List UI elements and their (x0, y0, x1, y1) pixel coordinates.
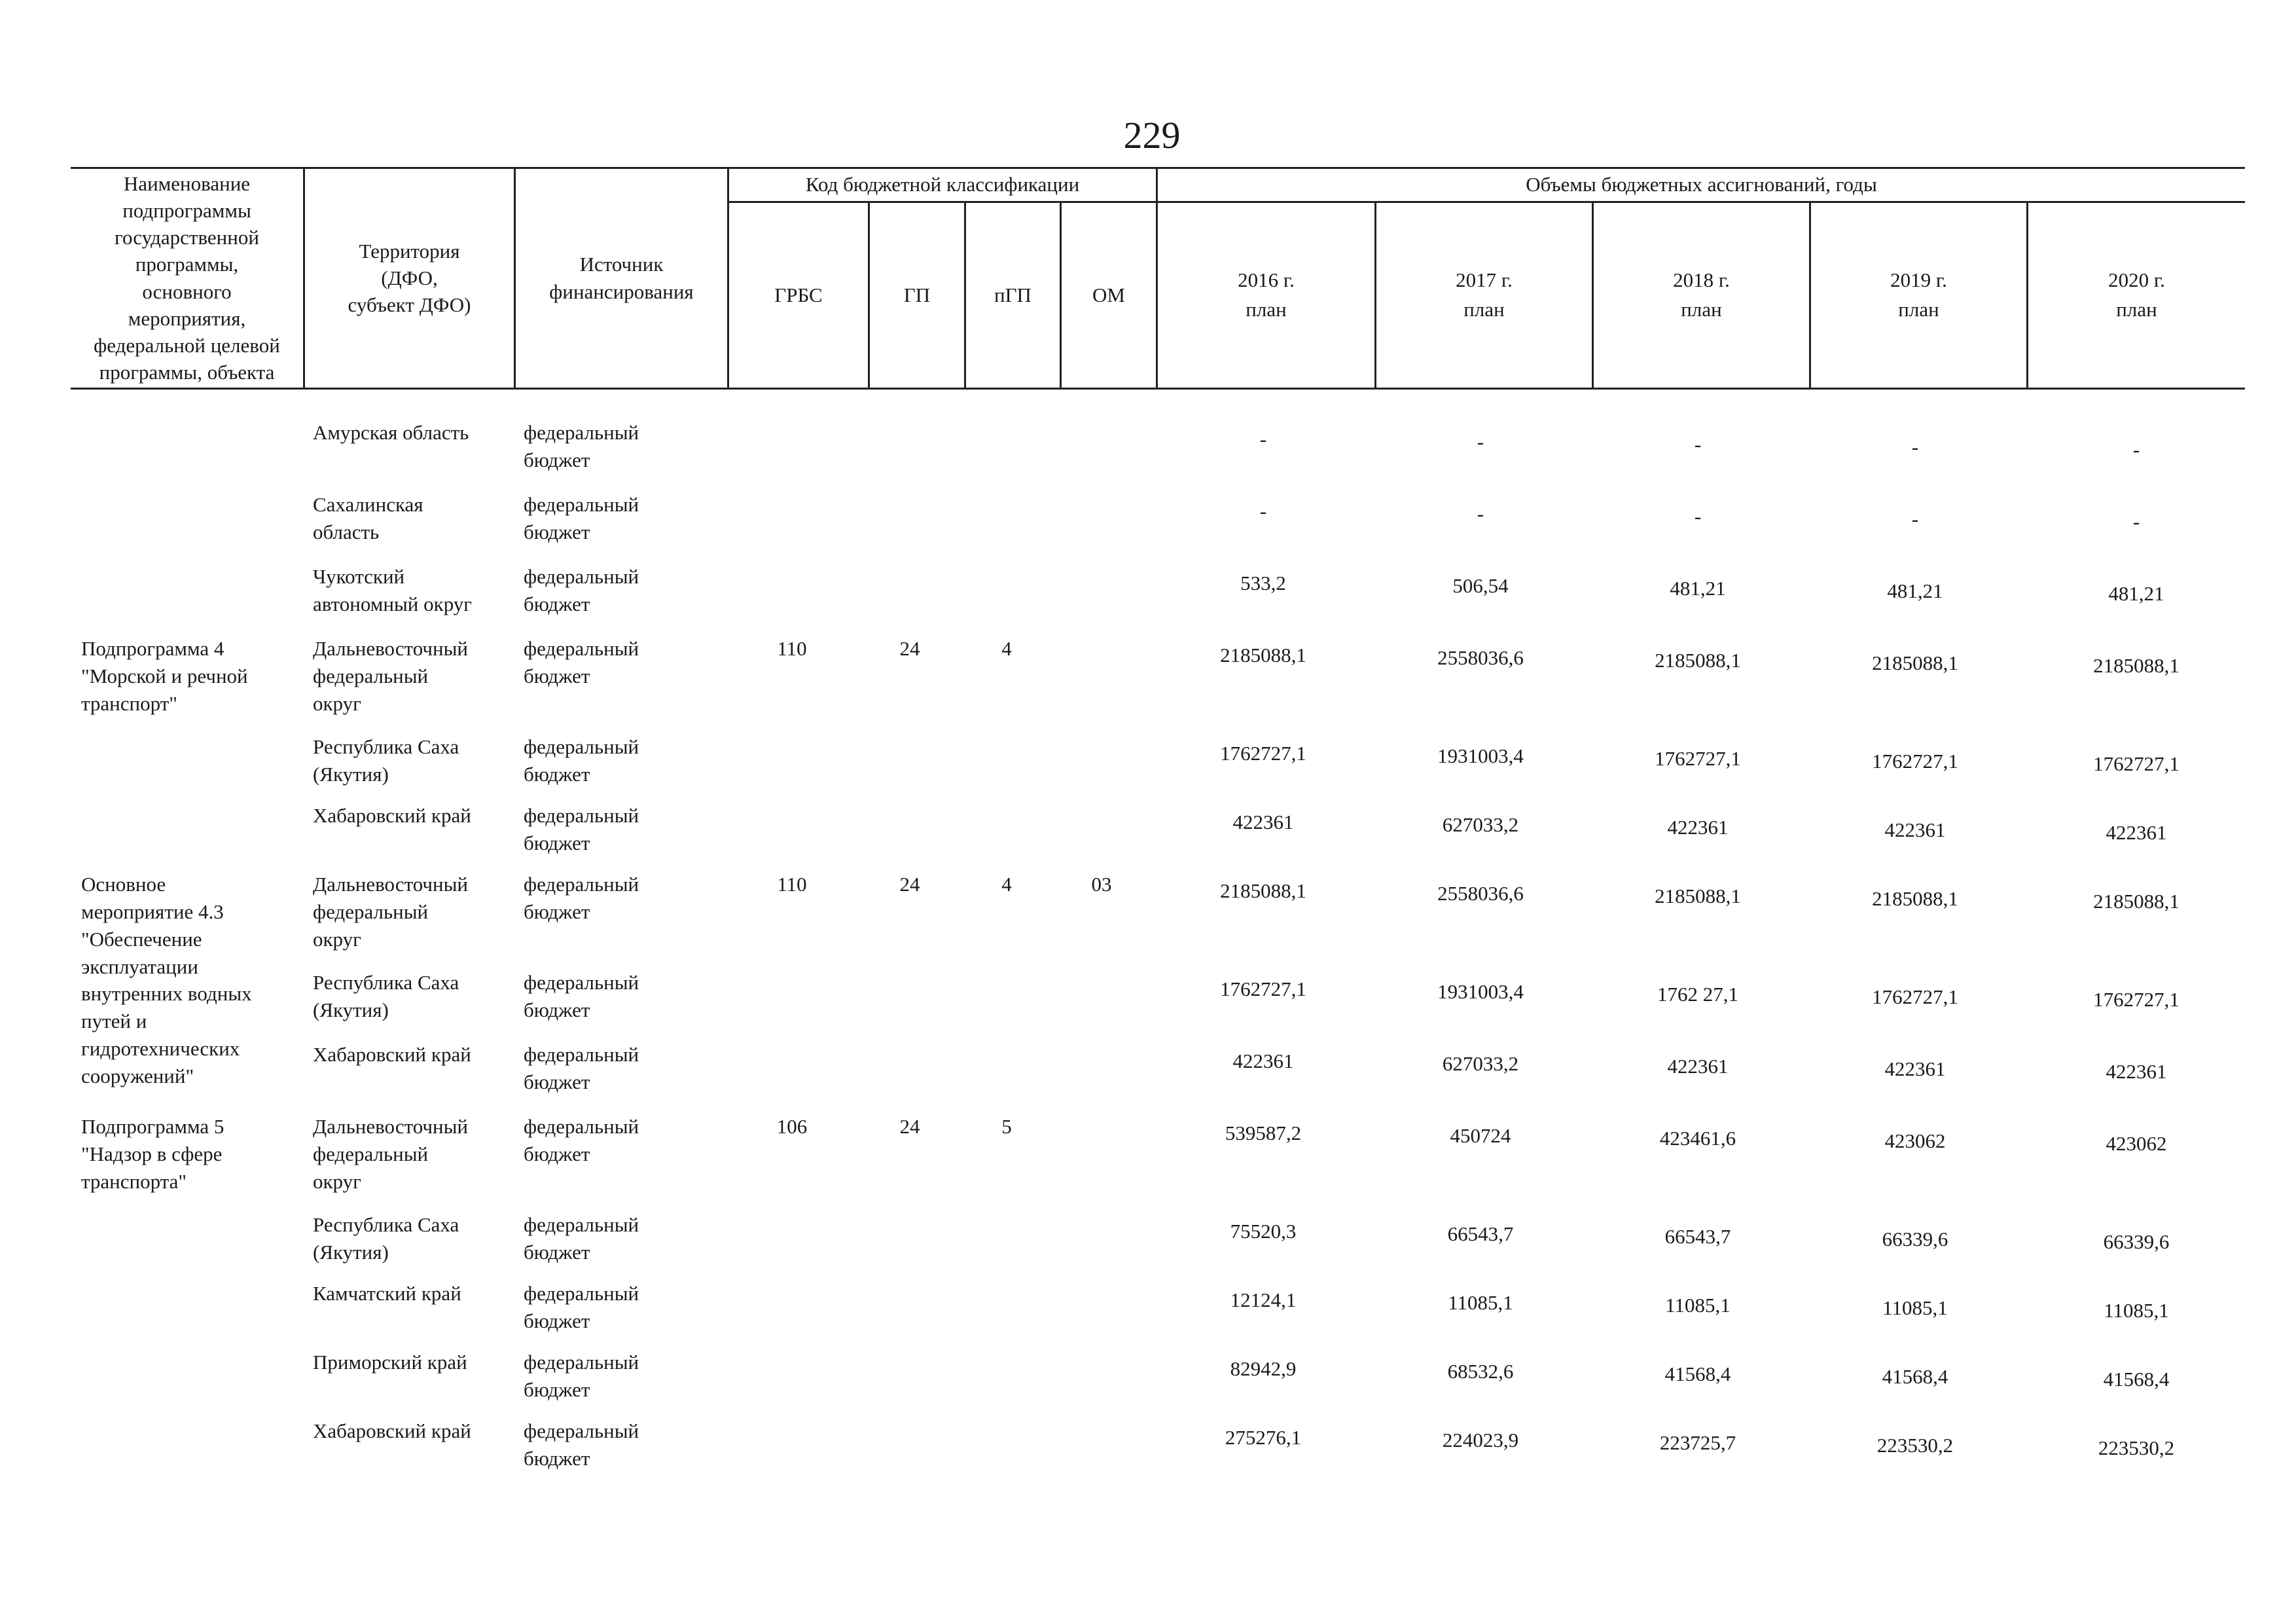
allocation-value-2020: 1762727,1 (2093, 988, 2179, 1011)
header-year-2019 (1811, 203, 2026, 388)
allocation-value-2017: 224023,9 (1442, 1429, 1519, 1451)
territory: Дальневосточный федеральный округ (313, 873, 469, 951)
allocation-value-2016: 82942,9 (1230, 1357, 1297, 1380)
year-label: 2018 г. (1673, 268, 1730, 292)
program-name: Подпрограмма 4 "Морской и речной транспорт" (81, 637, 248, 715)
header-om: ОМ (1092, 283, 1125, 307)
code-gp: 24 (899, 1115, 920, 1138)
header-budget-code-group: Код бюджетной классификации (805, 173, 1080, 196)
funding-source: федеральный бюджет (524, 1351, 639, 1401)
allocation-value-2020: 422361 (2106, 1060, 2167, 1083)
territory: Хабаровский край (313, 804, 471, 827)
header-allocations-group: Объемы бюджетных ассигнований, годы (1526, 173, 1877, 196)
allocation-value-2017: - (1477, 430, 1484, 453)
allocation-value-2018: 223725,7 (1659, 1431, 1736, 1454)
table-header (71, 167, 2245, 391)
header-year-2018 (1594, 203, 1809, 388)
allocation-value-2020: 2185088,1 (2093, 654, 2179, 677)
header-pgp: пГП (994, 283, 1031, 307)
funding-source: федеральный бюджет (524, 804, 639, 854)
header-name-column: Наименование подпрограммы государственной программы, основного мероприятия, федеральной целевой программы, объекта (94, 172, 280, 384)
code-grbs: 110 (777, 873, 807, 896)
allocation-value-2018: 66543,7 (1664, 1225, 1731, 1248)
allocation-value-2020: 423062 (2106, 1132, 2167, 1155)
allocation-value-2018: 1762727,1 (1655, 747, 1741, 770)
allocation-value-2016: 2185088,1 (1220, 644, 1306, 666)
year-label: 2019 г. (1890, 268, 1947, 292)
allocation-value-2019: 11085,1 (1882, 1296, 1948, 1319)
territory: Чукотский автономный округ (313, 565, 473, 615)
funding-source: федеральный бюджет (524, 971, 639, 1021)
allocation-value-2017: 2558036,6 (1437, 882, 1524, 905)
allocation-value-2019: 2185088,1 (1872, 651, 1958, 674)
allocation-value-2017: 66543,7 (1447, 1222, 1514, 1245)
funding-source: федеральный бюджет (524, 1419, 639, 1470)
allocation-value-2019: 66339,6 (1882, 1228, 1948, 1250)
funding-source: федеральный бюджет (524, 873, 639, 923)
funding-source: федеральный бюджет (524, 1115, 639, 1165)
year-kind: план (1246, 298, 1287, 321)
allocation-value-2019: 481,21 (1887, 579, 1943, 602)
allocation-value-2016: 75520,3 (1230, 1220, 1297, 1243)
allocation-value-2018: 2185088,1 (1655, 649, 1741, 672)
allocation-value-2020: 41568,4 (2103, 1368, 2170, 1391)
allocation-value-2017: 11085,1 (1448, 1291, 1513, 1314)
allocation-value-2020: 422361 (2106, 821, 2167, 844)
allocation-value-2020: 2185088,1 (2093, 890, 2179, 913)
allocation-value-2017: 627033,2 (1442, 813, 1519, 836)
funding-source: федеральный бюджет (524, 493, 639, 543)
header-territory-column: Территория (ДФО, субъект ДФО) (348, 239, 471, 317)
allocation-value-2019: 2185088,1 (1872, 887, 1958, 910)
allocation-value-2018: 11085,1 (1665, 1294, 1731, 1317)
code-pgp: 5 (1001, 1115, 1012, 1138)
funding-source: федеральный бюджет (524, 421, 639, 471)
funding-source: федеральный бюджет (524, 565, 639, 615)
allocation-value-2017: 506,54 (1452, 574, 1509, 597)
funding-source: федеральный бюджет (524, 1213, 639, 1264)
allocation-value-2016: 275276,1 (1225, 1426, 1302, 1449)
allocation-value-2018: 422361 (1667, 816, 1729, 839)
territory: Сахалинская область (313, 493, 423, 543)
territory: Амурская область (313, 421, 469, 444)
year-label: 2016 г. (1238, 268, 1295, 292)
territory: Хабаровский край (313, 1043, 471, 1066)
header-year-2020 (2028, 203, 2245, 388)
territory: Дальневосточный федеральный округ (313, 1115, 469, 1193)
allocation-value-2019: - (1911, 435, 1919, 458)
allocation-value-2020: - (2132, 510, 2140, 533)
allocation-value-2019: 223530,2 (1876, 1434, 1954, 1457)
year-kind: план (2116, 298, 2157, 321)
allocation-value-2019: 41568,4 (1882, 1365, 1948, 1388)
allocation-value-2020: 66339,6 (2103, 1230, 2170, 1253)
header-year-2017 (1376, 203, 1592, 388)
year-label: 2020 г. (2108, 268, 2165, 292)
allocation-value-2017: 2558036,6 (1437, 646, 1524, 669)
code-gp: 24 (899, 637, 920, 660)
year-label: 2017 г. (1456, 268, 1513, 292)
allocation-value-2018: 2185088,1 (1655, 884, 1741, 907)
year-kind: план (1681, 298, 1722, 321)
header-gp: ГП (903, 283, 931, 307)
code-grbs: 106 (776, 1115, 808, 1138)
territory: Республика Саха (Якутия) (313, 971, 459, 1021)
allocation-value-2016: 422361 (1232, 1049, 1294, 1072)
allocation-value-2019: 1762727,1 (1872, 985, 1958, 1008)
year-kind: план (1463, 298, 1505, 321)
allocation-value-2020: - (2132, 438, 2140, 461)
header-source-column: Источник финансирования (549, 253, 694, 303)
header-grbs: ГРБС (774, 283, 823, 307)
allocation-value-2018: 481,21 (1670, 577, 1726, 600)
header-year-2016 (1158, 203, 1374, 388)
header-bottom-rule (71, 388, 2245, 390)
allocation-value-2020: 481,21 (2108, 582, 2164, 605)
program-name: Подпрограмма 5 "Надзор в сфере транспорта" (81, 1115, 224, 1193)
allocation-value-2016: 12124,1 (1230, 1288, 1297, 1311)
allocation-value-2020: 11085,1 (2104, 1299, 2169, 1322)
territory: Дальневосточный федеральный округ (313, 637, 469, 715)
funding-source: федеральный бюджет (524, 1282, 639, 1332)
allocation-value-2017: 68532,6 (1447, 1360, 1514, 1383)
allocation-value-2019: 1762727,1 (1872, 750, 1958, 773)
allocation-value-2016: 533,2 (1240, 572, 1286, 594)
allocation-value-2018: 41568,4 (1664, 1362, 1731, 1385)
allocation-value-2016: 1762727,1 (1220, 742, 1306, 765)
allocation-value-2019: 422361 (1884, 818, 1946, 841)
allocation-value-2016: 422361 (1232, 811, 1294, 833)
allocation-value-2017: 450724 (1450, 1124, 1511, 1147)
funding-source: федеральный бюджет (524, 637, 639, 687)
allocation-value-2020: 1762727,1 (2093, 752, 2179, 775)
funding-source: федеральный бюджет (524, 735, 639, 786)
allocation-value-2019: 423062 (1884, 1129, 1946, 1152)
code-pgp: 4 (1001, 637, 1012, 660)
allocation-value-2019: 422361 (1884, 1057, 1946, 1080)
allocation-value-2017: - (1477, 502, 1484, 525)
allocation-value-2017: 1931003,4 (1437, 744, 1524, 767)
territory: Приморский край (313, 1351, 467, 1374)
allocation-value-2016: - (1259, 500, 1267, 522)
code-gp: 24 (899, 873, 920, 896)
allocation-value-2017: 627033,2 (1442, 1052, 1519, 1075)
territory: Республика Саха (Якутия) (313, 1213, 459, 1264)
allocation-value-2016: 1762727,1 (1220, 977, 1306, 1000)
allocation-value-2016: - (1259, 428, 1267, 450)
territory: Республика Саха (Якутия) (313, 735, 459, 786)
allocation-value-2016: 539587,2 (1225, 1122, 1302, 1144)
allocation-value-2020: 223530,2 (2098, 1436, 2175, 1459)
page-number: 229 (1123, 114, 1181, 156)
program-name: Основное мероприятие 4.3 "Обеспечение эксплуатации внутренних водных путей и гидротехнических сооружений" (81, 873, 252, 1087)
year-kind: план (1898, 298, 1939, 321)
code-pgp: 4 (1001, 873, 1012, 896)
allocation-value-2019: - (1911, 507, 1919, 530)
allocation-value-2018: 423461,6 (1659, 1127, 1736, 1150)
territory: Хабаровский край (313, 1419, 471, 1442)
allocation-value-2017: 1931003,4 (1437, 980, 1524, 1003)
allocation-value-2018: 422361 (1667, 1055, 1729, 1078)
funding-source: федеральный бюджет (524, 1043, 639, 1093)
allocation-value-2018: - (1694, 505, 1702, 528)
allocation-value-2018: 1762 27,1 (1657, 983, 1738, 1006)
code-grbs: 110 (777, 637, 807, 660)
allocation-value-2018: - (1694, 433, 1702, 456)
allocation-value-2016: 2185088,1 (1220, 879, 1306, 902)
territory: Камчатский край (313, 1282, 461, 1305)
code-om: 03 (1091, 873, 1112, 896)
